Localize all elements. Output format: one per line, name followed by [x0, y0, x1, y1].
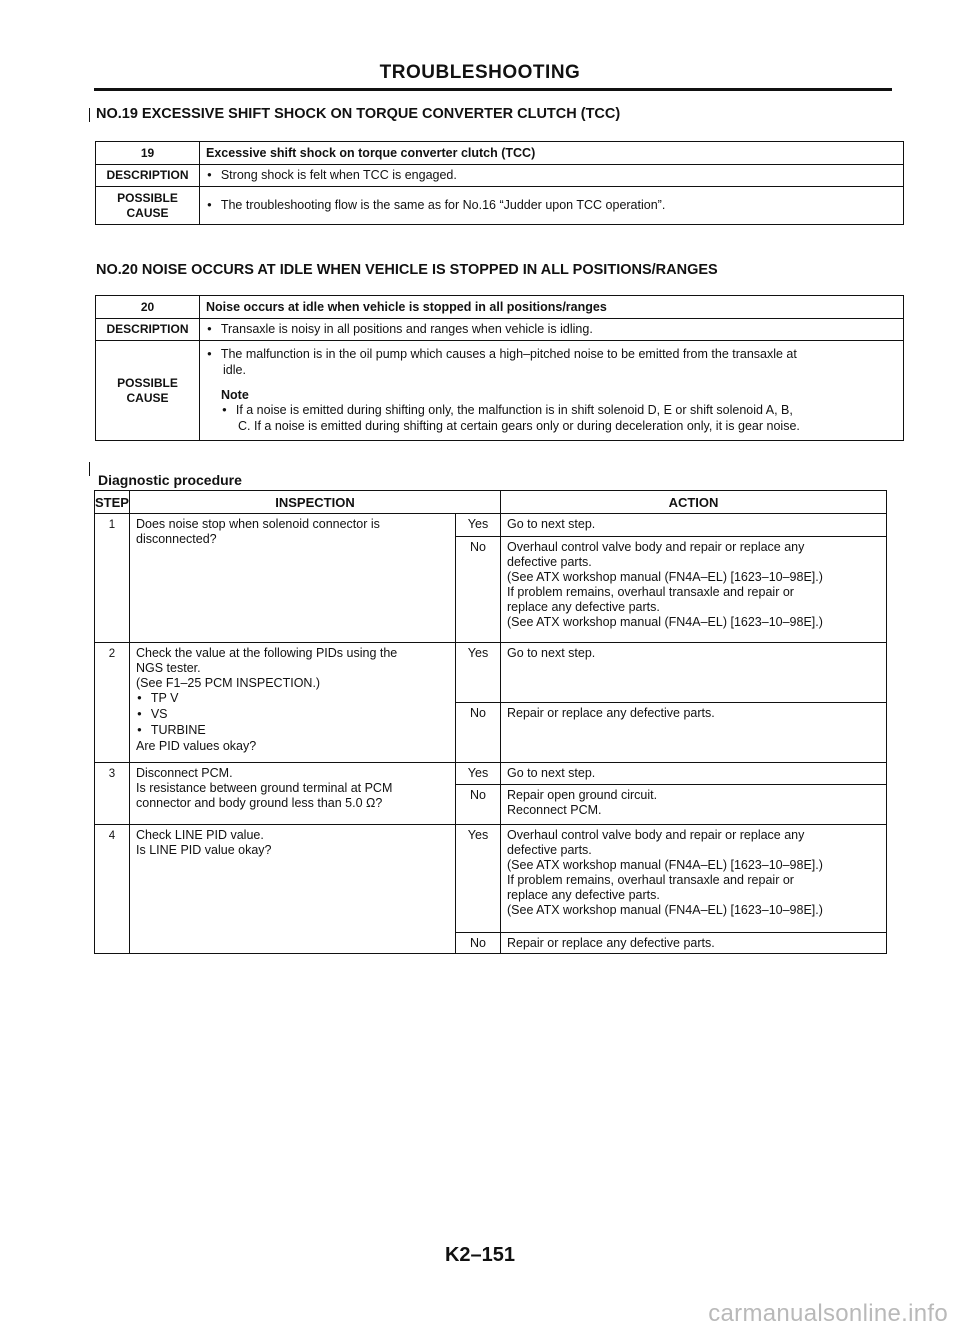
inspection-header: INSPECTION: [130, 491, 501, 514]
description-label: DESCRIPTION: [96, 319, 200, 341]
step-inspection: Check the value at the following PIDs using the NGS tester. (See F1–25 PCM INSPECTION.) ● TP V ● VS ● TURBINE Are PID values okay?: [130, 643, 456, 763]
yes-label: Yes: [456, 825, 501, 933]
section-19-number: 19: [96, 142, 200, 165]
possible-cause-label: POSSIBLE CAUSE: [96, 187, 200, 225]
step-number: 2: [95, 643, 130, 763]
no-label: No: [456, 933, 501, 954]
no-label: No: [456, 785, 501, 825]
no-action: Overhaul control valve body and repair or replace any defective parts. (See ATX workshop manual (FN4A–EL) [1623–10–98E].) If problem remains, overhaul transaxle and repair or replace any defective parts. (See ATX workshop manual (FN4A–EL) [1623–10–98E].): [501, 537, 887, 643]
no-action: Repair or replace any defective parts.: [501, 703, 887, 763]
section-19-cause: ● The troubleshooting flow is the same as for No.16 “Judder upon TCC operation”.: [200, 187, 904, 225]
diagnostic-title: Diagnostic procedure: [98, 472, 242, 488]
page-number: K2–151: [444, 1244, 516, 1266]
section-20-heading: Noise occurs at idle when vehicle is stopped in all positions/ranges: [200, 296, 904, 319]
section-19-title: NO.19 EXCESSIVE SHIFT SHOCK ON TORQUE CONVERTER CLUTCH (TCC): [96, 106, 621, 122]
revision-bar: [89, 462, 90, 476]
no-action: Repair open ground circuit. Reconnect PCM.: [501, 785, 887, 825]
section-20-table: [95, 295, 904, 441]
yes-label: Yes: [456, 514, 501, 537]
step-number: 1: [95, 514, 130, 643]
possible-cause-label: POSSIBLE CAUSE: [96, 341, 200, 441]
yes-action: Go to next step.: [501, 763, 887, 785]
description-label: DESCRIPTION: [96, 165, 200, 187]
yes-action: Go to next step.: [501, 514, 887, 537]
action-header: ACTION: [501, 491, 887, 514]
watermark: carmanualsonline.info: [708, 1300, 948, 1327]
no-label: No: [456, 537, 501, 643]
no-label: No: [456, 703, 501, 763]
section-19-description: ● Strong shock is felt when TCC is engaged.: [200, 165, 904, 187]
no-action: Repair or replace any defective parts.: [501, 933, 887, 954]
section-19-table: [95, 141, 904, 225]
step-inspection: Does noise stop when solenoid connector is disconnected?: [130, 514, 456, 643]
step-number: 4: [95, 825, 130, 954]
page-title: TROUBLESHOOTING: [379, 62, 581, 83]
yes-label: Yes: [456, 643, 501, 703]
section-20-description: ● Transaxle is noisy in all positions and ranges when vehicle is idling.: [200, 319, 904, 341]
yes-action: Overhaul control valve body and repair or replace any defective parts. (See ATX workshop manual (FN4A–EL) [1623–10–98E].) If problem remains, overhaul transaxle and repair or replace any defective parts. (See ATX workshop manual (FN4A–EL) [1623–10–98E].): [501, 825, 887, 933]
section-20-cause: ● The malfunction is in the oil pump which causes a high–pitched noise to be emitted from the transaxle at idle. Note ● If a noise is emitted during shifting only, the malfunction is in shift solenoid D, E or shift solenoid A, B, C. If a noise is emitted during shifting at certain gears only or during deceleration only, it is gear noise.: [200, 341, 904, 441]
step-inspection: Disconnect PCM. Is resistance between ground terminal at PCM connector and body ground less than 5.0 Ω?: [130, 763, 456, 825]
title-rule: [94, 88, 892, 91]
step-header: STEP: [95, 491, 130, 514]
section-20-title: NO.20 NOISE OCCURS AT IDLE WHEN VEHICLE IS STOPPED IN ALL POSITIONS/RANGES: [96, 262, 718, 278]
section-20-number: 20: [96, 296, 200, 319]
yes-label: Yes: [456, 763, 501, 785]
diagnostic-table: [94, 490, 887, 954]
note-label: Note: [221, 388, 249, 402]
section-19-heading: Excessive shift shock on torque converter clutch (TCC): [200, 142, 904, 165]
revision-bar: [89, 108, 90, 122]
step-inspection: Check LINE PID value. Is LINE PID value okay?: [130, 825, 456, 954]
yes-action: Go to next step.: [501, 643, 887, 703]
step-number: 3: [95, 763, 130, 825]
